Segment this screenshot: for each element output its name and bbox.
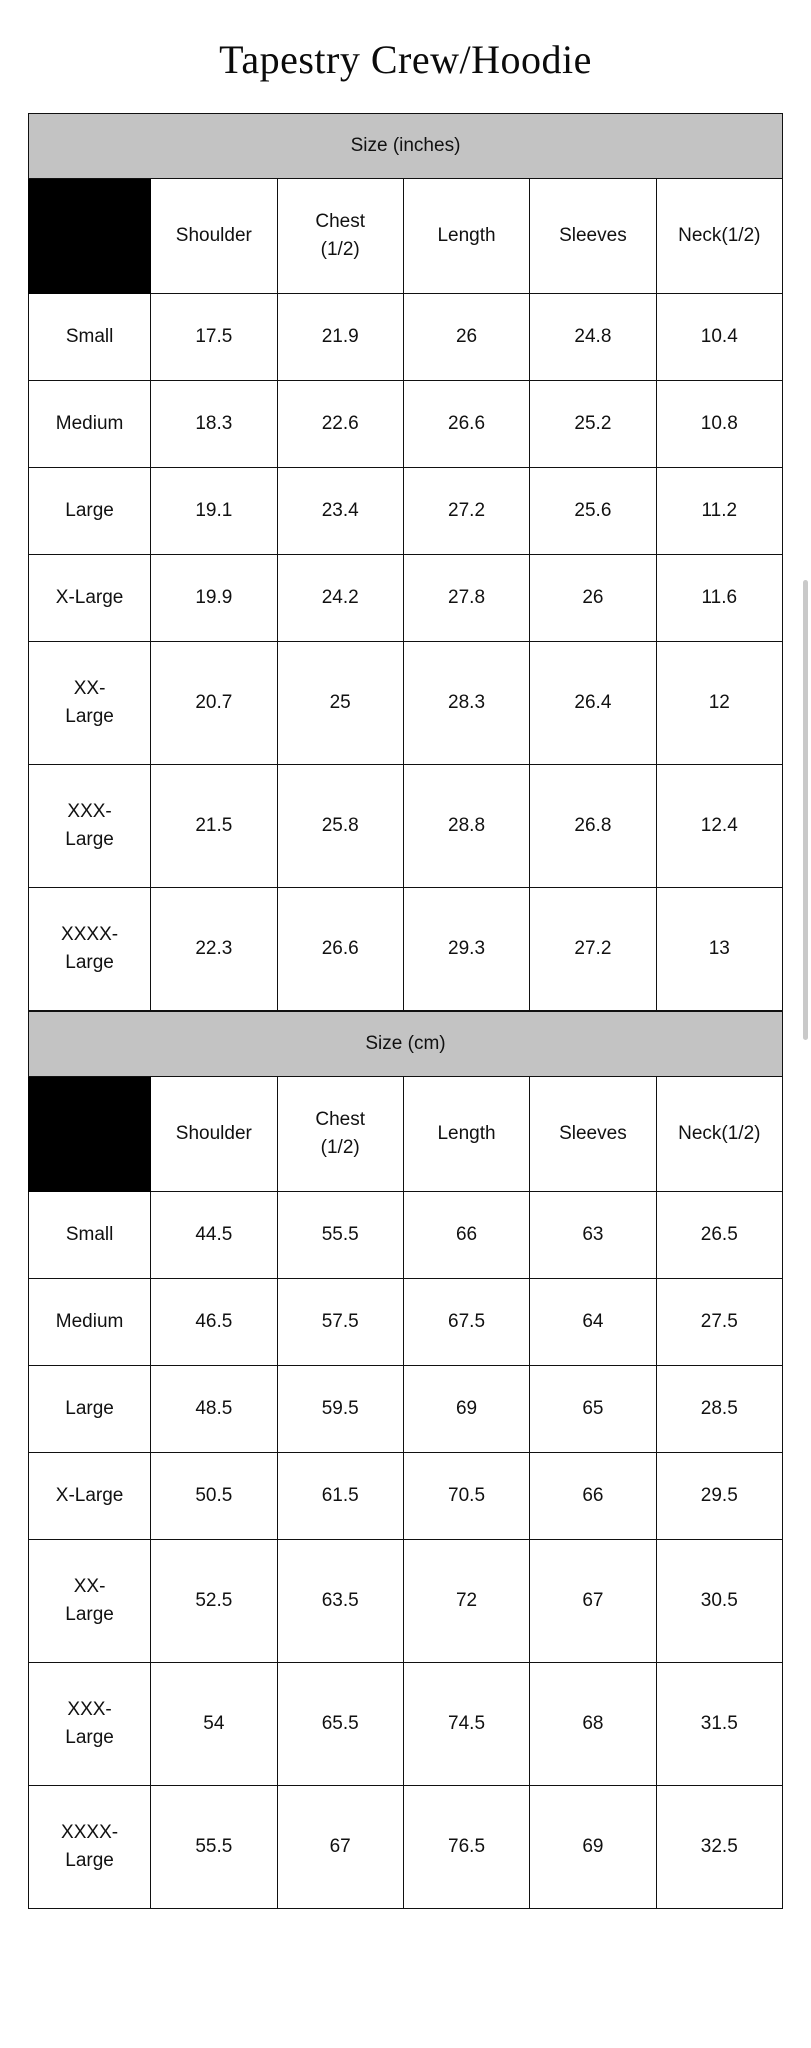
cell-shoulder: 19.9 [151, 555, 277, 642]
row-size-label [29, 555, 151, 642]
row-size-label [29, 888, 151, 1011]
row-size-label [29, 1366, 151, 1453]
cell-sleeves: 64 [530, 1279, 656, 1366]
row-size-label [29, 1540, 151, 1663]
column-header-chest-line2: (1/2) [320, 239, 360, 260]
cell-chest: 63.5 [277, 1540, 403, 1663]
row-size-label [29, 1192, 151, 1279]
row-size-label-line2: Large [65, 706, 114, 727]
cell-length: 26.6 [403, 381, 529, 468]
cell-neck: 13 [656, 888, 782, 1011]
cell-chest: 67 [277, 1786, 403, 1909]
cell-sleeves: 65 [530, 1366, 656, 1453]
row-size-label-line2: Large [65, 1604, 114, 1625]
row-size-label-line1: Small [65, 1224, 114, 1246]
column-header-sleeves [530, 1077, 656, 1192]
cell-chest: 23.4 [277, 468, 403, 555]
column-header-sleeves-line1: Sleeves [559, 225, 627, 247]
row-size-label-line1: XXXX- [61, 924, 119, 946]
size-tables-container [0, 113, 811, 1909]
column-header-chest [277, 179, 403, 294]
cell-shoulder: 54 [151, 1663, 277, 1786]
table-row [29, 642, 783, 765]
row-size-label-line1: XX- [73, 678, 106, 700]
cell-neck: 27.5 [656, 1279, 782, 1366]
cell-length: 70.5 [403, 1453, 529, 1540]
cell-sleeves: 63 [530, 1192, 656, 1279]
row-size-label [29, 765, 151, 888]
cell-length: 27.8 [403, 555, 529, 642]
cell-shoulder: 18.3 [151, 381, 277, 468]
cell-chest: 26.6 [277, 888, 403, 1011]
column-header-length-line1: Length [437, 225, 496, 247]
row-size-label [29, 1453, 151, 1540]
table-banner-label: Size (inches) [29, 114, 783, 179]
cell-neck: 12.4 [656, 765, 782, 888]
row-size-label [29, 381, 151, 468]
cell-length: 67.5 [403, 1279, 529, 1366]
cell-length: 74.5 [403, 1663, 529, 1786]
column-header-neck [656, 179, 782, 294]
cell-chest: 25.8 [277, 765, 403, 888]
cell-sleeves: 68 [530, 1663, 656, 1786]
row-size-label-line1: Medium [55, 1311, 124, 1333]
cell-sleeves: 24.8 [530, 294, 656, 381]
cell-length: 28.3 [403, 642, 529, 765]
cell-shoulder: 46.5 [151, 1279, 277, 1366]
table-row [29, 294, 783, 381]
table-banner-label: Size (cm) [29, 1012, 783, 1077]
cell-neck: 10.8 [656, 381, 782, 468]
cell-neck: 12 [656, 642, 782, 765]
cell-neck: 10.4 [656, 294, 782, 381]
table-row [29, 1786, 783, 1909]
cell-chest: 25 [277, 642, 403, 765]
table-header-row [29, 1077, 783, 1192]
cell-shoulder: 20.7 [151, 642, 277, 765]
table-row [29, 1279, 783, 1366]
cell-sleeves: 67 [530, 1540, 656, 1663]
column-header-shoulder [151, 1077, 277, 1192]
cell-chest: 57.5 [277, 1279, 403, 1366]
table-row [29, 765, 783, 888]
cell-neck: 26.5 [656, 1192, 782, 1279]
cell-length: 27.2 [403, 468, 529, 555]
cell-chest: 24.2 [277, 555, 403, 642]
cell-length: 26 [403, 294, 529, 381]
cell-chest: 59.5 [277, 1366, 403, 1453]
cell-shoulder: 44.5 [151, 1192, 277, 1279]
cell-chest: 61.5 [277, 1453, 403, 1540]
row-size-label [29, 1279, 151, 1366]
column-header-chest-line1: Chest [315, 1109, 365, 1131]
cell-neck: 32.5 [656, 1786, 782, 1909]
table-row [29, 1366, 783, 1453]
cell-neck: 11.2 [656, 468, 782, 555]
row-size-label-line1: X-Large [55, 587, 124, 609]
bottom-spacer [0, 1909, 811, 1935]
row-size-label-line1: XXXX- [61, 1822, 119, 1844]
table-row [29, 1453, 783, 1540]
column-header-length [403, 179, 529, 294]
corner-cell [29, 1077, 151, 1192]
cell-shoulder: 19.1 [151, 468, 277, 555]
column-header-sleeves [530, 179, 656, 294]
row-size-label-line1: Small [65, 326, 114, 348]
cell-shoulder: 21.5 [151, 765, 277, 888]
cell-length: 72 [403, 1540, 529, 1663]
cell-chest: 55.5 [277, 1192, 403, 1279]
cell-neck: 31.5 [656, 1663, 782, 1786]
cell-shoulder: 52.5 [151, 1540, 277, 1663]
cell-chest: 22.6 [277, 381, 403, 468]
cell-shoulder: 55.5 [151, 1786, 277, 1909]
row-size-label-line1: X-Large [55, 1485, 124, 1507]
cell-sleeves: 25.2 [530, 381, 656, 468]
cell-length: 28.8 [403, 765, 529, 888]
cell-length: 69 [403, 1366, 529, 1453]
table-banner-row [29, 114, 783, 179]
cell-shoulder: 22.3 [151, 888, 277, 1011]
row-size-label [29, 642, 151, 765]
cell-sleeves: 26 [530, 555, 656, 642]
table-row [29, 1540, 783, 1663]
row-size-label [29, 294, 151, 381]
column-header-shoulder-line1: Shoulder [175, 225, 252, 247]
cell-chest: 65.5 [277, 1663, 403, 1786]
column-header-chest-line2: (1/2) [320, 1137, 360, 1158]
cell-sleeves: 25.6 [530, 468, 656, 555]
column-header-shoulder [151, 179, 277, 294]
cell-sleeves: 69 [530, 1786, 656, 1909]
cell-neck: 30.5 [656, 1540, 782, 1663]
corner-cell [29, 179, 151, 294]
column-header-chest-line1: Chest [315, 211, 365, 233]
cell-length: 29.3 [403, 888, 529, 1011]
column-header-length [403, 1077, 529, 1192]
table-row [29, 468, 783, 555]
table-row [29, 888, 783, 1011]
cell-shoulder: 48.5 [151, 1366, 277, 1453]
row-size-label-line2: Large [65, 952, 114, 973]
cell-neck: 11.6 [656, 555, 782, 642]
row-size-label [29, 1663, 151, 1786]
table-row [29, 555, 783, 642]
column-header-neck-line1: Neck(1/2) [678, 1123, 761, 1145]
size-table-inches [28, 113, 783, 1011]
cell-shoulder: 50.5 [151, 1453, 277, 1540]
row-size-label [29, 1786, 151, 1909]
table-row [29, 381, 783, 468]
column-header-shoulder-line1: Shoulder [175, 1123, 252, 1145]
column-header-neck [656, 1077, 782, 1192]
cell-chest: 21.9 [277, 294, 403, 381]
row-size-label-line1: XX- [73, 1576, 106, 1598]
cell-length: 76.5 [403, 1786, 529, 1909]
row-size-label-line1: Large [65, 500, 114, 522]
cell-sleeves: 66 [530, 1453, 656, 1540]
row-size-label-line1: Large [65, 1398, 114, 1420]
row-size-label-line1: XXX- [67, 1699, 112, 1721]
table-row [29, 1192, 783, 1279]
row-size-label-line2: Large [65, 1850, 114, 1871]
row-size-label-line1: Medium [55, 413, 124, 435]
page-scrollbar[interactable] [803, 580, 808, 1040]
cell-sleeves: 26.8 [530, 765, 656, 888]
cell-sleeves: 27.2 [530, 888, 656, 1011]
row-size-label-line2: Large [65, 829, 114, 850]
table-banner-row [29, 1012, 783, 1077]
column-header-neck-line1: Neck(1/2) [678, 225, 761, 247]
cell-shoulder: 17.5 [151, 294, 277, 381]
column-header-length-line1: Length [437, 1123, 496, 1145]
cell-neck: 28.5 [656, 1366, 782, 1453]
table-header-row [29, 179, 783, 294]
size-table-cm [28, 1011, 783, 1909]
row-size-label-line1: XXX- [67, 801, 112, 823]
row-size-label [29, 468, 151, 555]
column-header-sleeves-line1: Sleeves [559, 1123, 627, 1145]
cell-length: 66 [403, 1192, 529, 1279]
page-title: Tapestry Crew/Hoodie [219, 37, 592, 82]
cell-sleeves: 26.4 [530, 642, 656, 765]
row-size-label-line2: Large [65, 1727, 114, 1748]
table-row [29, 1663, 783, 1786]
cell-neck: 29.5 [656, 1453, 782, 1540]
column-header-chest [277, 1077, 403, 1192]
